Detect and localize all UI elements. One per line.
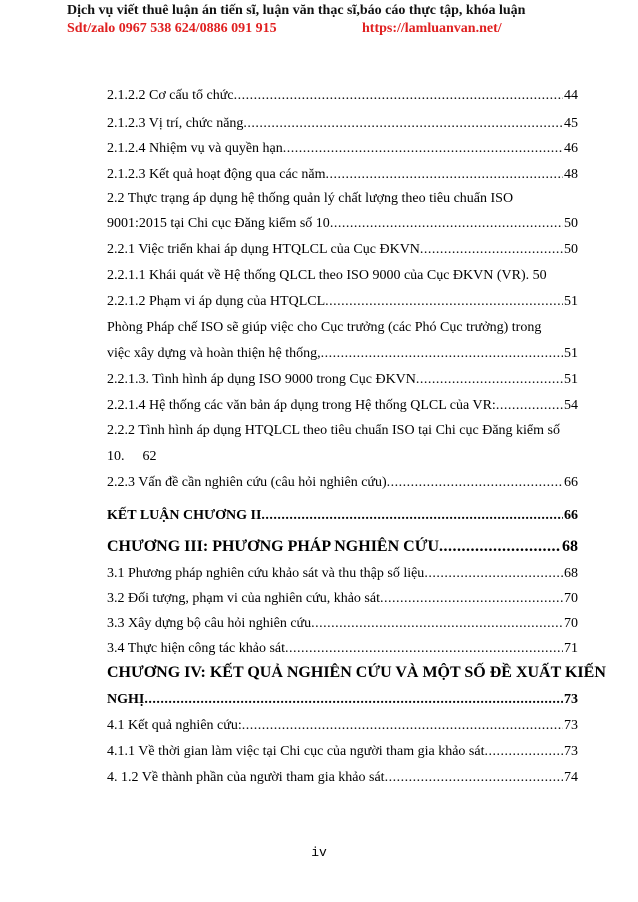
- toc-entry[interactable]: 2.2.1.3. Tình hình áp dụng ISO 9000 trong Cục ĐKVN ..... 51: [107, 371, 578, 389]
- toc-entry-line[interactable]: 2.2 Thực trạng áp dụng hệ thống quản lý chất lượng theo tiêu chuẩn ISO: [107, 191, 514, 206]
- toc-entry[interactable]: 2.2.3 Vấn đề cần nghiên cứu (câu hỏi nghiên cứu) ..... 66: [107, 474, 578, 492]
- toc-entry[interactable]: 4.1 Kết quả nghiên cứu: ..... 73: [107, 717, 578, 735]
- toc-entry-line[interactable]: Phòng Pháp chế ISO sẽ giúp việc cho Cục trưởng (các Phó Cục trưởng) trong: [107, 320, 542, 335]
- header-url[interactable]: https://lamluanvan.net/: [362, 21, 502, 36]
- page-number: iv: [311, 845, 327, 860]
- toc-entry[interactable]: 2.2.1.2 Phạm vi áp dụng của HTQLCL ..... 51: [107, 293, 578, 311]
- toc-entry[interactable]: 2.2.1.1 Khái quát về Hệ thống QLCL theo ISO 9000 của Cục ĐKVN (VR). 50: [107, 268, 547, 283]
- toc-entry[interactable]: 2.2.1 Việc triển khai áp dụng HTQLCL của Cục ĐKVN ..... 50: [107, 241, 578, 259]
- toc-entry[interactable]: 4.1.1 Về thời gian làm việc tại Chi cục của người tham gia khảo sát ..... 73: [107, 743, 578, 761]
- toc-entry-chapter[interactable]: CHƯƠNG III: PHƯƠNG PHÁP NGHIÊN CỨU ..... 68: [107, 537, 578, 557]
- toc-entry[interactable]: 2.1.2.3 Vị trí, chức năng ..... 45: [107, 115, 578, 133]
- toc-entry[interactable]: 2.2.1.4 Hệ thống các văn bản áp dụng trong Hệ thống QLCL của VR: ..... 54: [107, 397, 578, 415]
- toc-entry[interactable]: 2.1.2.2 Cơ cấu tổ chức ..... 44: [107, 87, 578, 105]
- toc-entry[interactable]: 9001:2015 tại Chi cục Đăng kiểm số 10 ..... 50: [107, 215, 578, 233]
- toc-entry[interactable]: 3.1 Phương pháp nghiên cứu khảo sát và thu thập số liệu ..... 68: [107, 565, 578, 583]
- toc-entry[interactable]: 10. 62: [107, 449, 157, 464]
- toc-entry-chapter-line[interactable]: CHƯƠNG IV: KẾT QUẢ NGHIÊN CỨU VÀ MỘT SỐ ĐỀ XUẤT KIẾN: [107, 664, 606, 681]
- toc-entry-chapter-conclusion[interactable]: KẾT LUẬN CHƯƠNG II ..... 66: [107, 507, 578, 525]
- page-header: [67, 2, 587, 38]
- toc-entry[interactable]: 3.3 Xây dựng bộ câu hỏi nghiên cứu ..... 70: [107, 615, 578, 633]
- toc-entry[interactable]: 2.1.2.4 Nhiệm vụ và quyền hạn ..... 46: [107, 140, 578, 158]
- toc-entry-line[interactable]: 2.2.2 Tình hình áp dụng HTQLCL theo tiêu chuẩn ISO tại Chi cục Đăng kiểm số: [107, 423, 560, 438]
- toc-entry[interactable]: 3.2 Đối tượng, phạm vi của nghiên cứu, khảo sát ..... 70: [107, 590, 578, 608]
- toc-entry[interactable]: 2.1.2.3 Kết quả hoạt động qua các năm ..... 48: [107, 166, 578, 184]
- toc-entry[interactable]: 4. 1.2 Về thành phần của người tham gia khảo sát ..... 74: [107, 769, 578, 787]
- toc-entry-chapter[interactable]: NGHỊ ..... 73: [107, 691, 578, 709]
- header-phone: Sdt/zalo 0967 538 624/0886 091 915: [67, 21, 277, 36]
- toc-entry[interactable]: 3.4 Thực hiện công tác khảo sát ..... 71: [107, 640, 578, 658]
- header-contact-line: [67, 20, 587, 38]
- toc-entry[interactable]: việc xây dựng và hoàn thiện hệ thống, ..... 51: [107, 345, 578, 363]
- header-service-line: Dịch vụ viết thuê luận án tiến sĩ, luận văn thạc sĩ,báo cáo thực tập, khóa luận: [67, 3, 526, 18]
